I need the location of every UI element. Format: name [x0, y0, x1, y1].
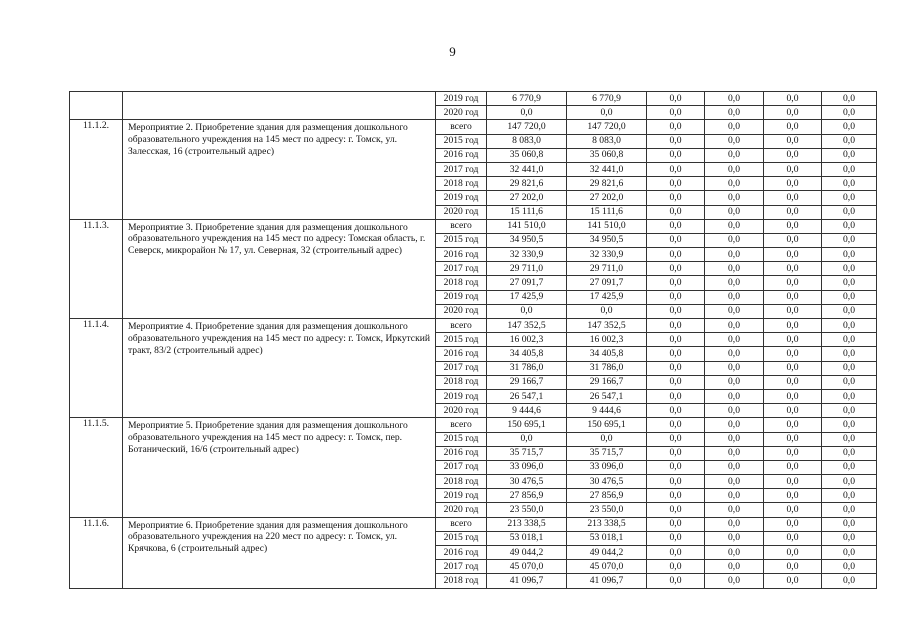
year-cell: 2020 год [436, 503, 487, 517]
amount-cell: 0,0 [822, 347, 877, 361]
amount-cell: 53 018,1 [567, 531, 647, 545]
amount-cell: 27 202,0 [487, 191, 567, 205]
amount-cell: 0,0 [647, 262, 705, 276]
amount-cell: 0,0 [647, 531, 705, 545]
amount-cell: 0,0 [647, 248, 705, 262]
amount-cell: 0,0 [764, 148, 822, 162]
amount-cell: 0,0 [647, 106, 705, 120]
amount-cell: 0,0 [705, 304, 764, 318]
amount-cell: 35 715,7 [567, 446, 647, 460]
amount-cell: 0,0 [822, 219, 877, 233]
year-cell: 2015 год [436, 233, 487, 247]
amount-cell: 0,0 [822, 418, 877, 432]
amount-cell: 0,0 [764, 177, 822, 191]
amount-cell: 0,0 [822, 120, 877, 134]
amount-cell: 0,0 [647, 418, 705, 432]
amount-cell: 6 770,9 [487, 92, 567, 106]
amount-cell: 0,0 [764, 205, 822, 219]
amount-cell: 8 083,0 [567, 134, 647, 148]
amount-cell: 0,0 [647, 347, 705, 361]
amount-cell: 9 444,6 [487, 404, 567, 418]
amount-cell: 29 711,0 [487, 262, 567, 276]
amount-cell: 0,0 [647, 319, 705, 333]
year-cell: 2019 год [436, 191, 487, 205]
measure-code: 11.1.6. [70, 517, 123, 588]
table-row [70, 219, 877, 233]
year-cell: 2017 год [436, 560, 487, 574]
amount-cell: 0,0 [764, 304, 822, 318]
year-cell: 2019 год [436, 290, 487, 304]
amount-cell: 0,0 [822, 389, 877, 403]
table-row [70, 319, 877, 333]
year-cell: 2020 год [436, 404, 487, 418]
amount-cell: 26 547,1 [567, 389, 647, 403]
amount-cell: 0,0 [764, 333, 822, 347]
amount-cell: 45 070,0 [487, 560, 567, 574]
amount-cell: 0,0 [647, 333, 705, 347]
amount-cell: 49 044,2 [487, 546, 567, 560]
amount-cell: 0,0 [705, 262, 764, 276]
amount-cell: 0,0 [764, 361, 822, 375]
amount-cell: 0,0 [822, 162, 877, 176]
amount-cell: 0,0 [764, 106, 822, 120]
measure-code: 11.1.4. [70, 319, 123, 418]
amount-cell: 34 950,5 [567, 233, 647, 247]
amount-cell: 0,0 [764, 531, 822, 545]
amount-cell: 150 695,1 [487, 418, 567, 432]
year-cell: 2015 год [436, 134, 487, 148]
amount-cell: 0,0 [647, 460, 705, 474]
amount-cell: 0,0 [647, 546, 705, 560]
amount-cell: 27 091,7 [567, 276, 647, 290]
amount-cell: 0,0 [764, 219, 822, 233]
amount-cell: 0,0 [822, 319, 877, 333]
amount-cell: 0,0 [647, 560, 705, 574]
amount-cell: 29 166,7 [487, 375, 567, 389]
amount-cell: 29 821,6 [567, 177, 647, 191]
amount-cell: 0,0 [705, 418, 764, 432]
year-cell: всего [436, 418, 487, 432]
amount-cell: 0,0 [822, 460, 877, 474]
amount-cell: 0,0 [705, 531, 764, 545]
amount-cell: 0,0 [705, 290, 764, 304]
measure-description: Мероприятие 5. Приобретение здания для размещения дошкольного образовательного учреждения на 145 мест по адресу: г. Томск, пер. Ботанический, 16/6 (строительный адрес) [123, 418, 436, 517]
amount-cell: 0,0 [647, 304, 705, 318]
amount-cell: 0,0 [487, 106, 567, 120]
measure-description: Мероприятие 3. Приобретение здания для размещения дошкольного образовательного учреждения на 145 мест по адресу: Томская область, г. Северск, микрорайон № 17, ул. Северная, 32 (строительный адрес) [123, 219, 436, 318]
year-cell: всего [436, 120, 487, 134]
page-number: 9 [449, 44, 456, 59]
amount-cell: 0,0 [705, 389, 764, 403]
amount-cell: 27 202,0 [567, 191, 647, 205]
amount-cell: 147 720,0 [567, 120, 647, 134]
year-cell: 2016 год [436, 546, 487, 560]
amount-cell: 0,0 [822, 475, 877, 489]
amount-cell: 0,0 [647, 276, 705, 290]
year-cell: 2017 год [436, 460, 487, 474]
year-cell: 2020 год [436, 106, 487, 120]
amount-cell: 0,0 [705, 404, 764, 418]
amount-cell: 0,0 [705, 361, 764, 375]
amount-cell: 0,0 [822, 432, 877, 446]
amount-cell: 0,0 [822, 248, 877, 262]
year-cell: 2016 год [436, 248, 487, 262]
amount-cell: 147 352,5 [567, 319, 647, 333]
amount-cell: 0,0 [764, 276, 822, 290]
year-cell: 2020 год [436, 304, 487, 318]
amount-cell: 0,0 [705, 517, 764, 531]
amount-cell: 15 111,6 [567, 205, 647, 219]
year-cell: всего [436, 517, 487, 531]
amount-cell: 0,0 [822, 276, 877, 290]
amount-cell: 0,0 [705, 106, 764, 120]
amount-cell: 0,0 [764, 546, 822, 560]
amount-cell: 0,0 [647, 446, 705, 460]
amount-cell: 0,0 [822, 375, 877, 389]
amount-cell: 0,0 [764, 560, 822, 574]
amount-cell: 0,0 [822, 191, 877, 205]
amount-cell: 0,0 [822, 574, 877, 588]
amount-cell: 0,0 [705, 148, 764, 162]
year-cell: 2018 год [436, 574, 487, 588]
amount-cell: 49 044,2 [567, 546, 647, 560]
amount-cell: 0,0 [764, 446, 822, 460]
amount-cell: 32 441,0 [567, 162, 647, 176]
measure-description: Мероприятие 6. Приобретение здания для размещения дошкольного образовательного учреждения на 220 мест по адресу: г. Томск, ул. Крячкова, 6 (строительный адрес) [123, 517, 436, 588]
amount-cell: 0,0 [764, 233, 822, 247]
amount-cell: 35 060,8 [567, 148, 647, 162]
amount-cell: 0,0 [822, 177, 877, 191]
amount-cell: 0,0 [764, 574, 822, 588]
amount-cell: 141 510,0 [567, 219, 647, 233]
amount-cell: 0,0 [567, 304, 647, 318]
year-cell: 2015 год [436, 531, 487, 545]
amount-cell: 26 547,1 [487, 389, 567, 403]
amount-cell: 0,0 [647, 489, 705, 503]
amount-cell: 0,0 [705, 276, 764, 290]
amount-cell: 0,0 [822, 546, 877, 560]
amount-cell: 53 018,1 [487, 531, 567, 545]
amount-cell: 0,0 [822, 361, 877, 375]
year-cell: всего [436, 219, 487, 233]
amount-cell: 15 111,6 [487, 205, 567, 219]
amount-cell: 0,0 [647, 503, 705, 517]
amount-cell: 0,0 [764, 290, 822, 304]
amount-cell: 0,0 [705, 475, 764, 489]
amount-cell: 0,0 [647, 361, 705, 375]
amount-cell: 35 715,7 [487, 446, 567, 460]
amount-cell: 0,0 [822, 106, 877, 120]
amount-cell: 0,0 [764, 262, 822, 276]
amount-cell: 213 338,5 [567, 517, 647, 531]
year-cell: 2019 год [436, 92, 487, 106]
amount-cell: 0,0 [705, 248, 764, 262]
table-body [70, 92, 877, 589]
amount-cell: 35 060,8 [487, 148, 567, 162]
year-cell: всего [436, 319, 487, 333]
year-cell: 2019 год [436, 389, 487, 403]
amount-cell: 0,0 [647, 404, 705, 418]
amount-cell: 0,0 [705, 347, 764, 361]
amount-cell: 17 425,9 [567, 290, 647, 304]
amount-cell: 0,0 [705, 92, 764, 106]
amount-cell: 0,0 [764, 404, 822, 418]
amount-cell: 0,0 [764, 460, 822, 474]
table-row [70, 92, 877, 106]
amount-cell: 0,0 [764, 489, 822, 503]
amount-cell: 0,0 [822, 134, 877, 148]
amount-cell: 34 950,5 [487, 233, 567, 247]
amount-cell: 0,0 [705, 205, 764, 219]
table-row [70, 418, 877, 432]
amount-cell: 0,0 [822, 517, 877, 531]
amount-cell: 16 002,3 [567, 333, 647, 347]
amount-cell: 45 070,0 [567, 560, 647, 574]
amount-cell: 0,0 [822, 503, 877, 517]
amount-cell: 0,0 [822, 92, 877, 106]
amount-cell: 0,0 [647, 219, 705, 233]
amount-cell: 32 330,9 [487, 248, 567, 262]
amount-cell: 0,0 [647, 177, 705, 191]
amount-cell: 33 096,0 [487, 460, 567, 474]
measure-description [123, 92, 436, 120]
amount-cell: 27 091,7 [487, 276, 567, 290]
amount-cell: 0,0 [705, 191, 764, 205]
amount-cell: 0,0 [822, 262, 877, 276]
amount-cell: 0,0 [764, 347, 822, 361]
year-cell: 2016 год [436, 446, 487, 460]
amount-cell: 0,0 [764, 248, 822, 262]
amount-cell: 0,0 [647, 432, 705, 446]
table-row [70, 517, 877, 531]
year-cell: 2019 год [436, 489, 487, 503]
amount-cell: 147 352,5 [487, 319, 567, 333]
amount-cell: 141 510,0 [487, 219, 567, 233]
year-cell: 2018 год [436, 276, 487, 290]
table-row [70, 120, 877, 134]
amount-cell: 147 720,0 [487, 120, 567, 134]
amount-cell: 0,0 [647, 233, 705, 247]
measure-code: 11.1.3. [70, 219, 123, 318]
amount-cell: 34 405,8 [487, 347, 567, 361]
amount-cell: 16 002,3 [487, 333, 567, 347]
amount-cell: 0,0 [764, 319, 822, 333]
amount-cell: 0,0 [647, 290, 705, 304]
amount-cell: 0,0 [705, 446, 764, 460]
amount-cell: 0,0 [647, 375, 705, 389]
measure-code: 11.1.2. [70, 120, 123, 219]
amount-cell: 0,0 [764, 475, 822, 489]
amount-cell: 0,0 [764, 162, 822, 176]
amount-cell: 8 083,0 [487, 134, 567, 148]
amount-cell: 0,0 [705, 233, 764, 247]
amount-cell: 0,0 [705, 162, 764, 176]
amount-cell: 0,0 [705, 177, 764, 191]
amount-cell: 0,0 [764, 134, 822, 148]
budget-table [69, 91, 877, 589]
amount-cell: 0,0 [647, 574, 705, 588]
amount-cell: 0,0 [705, 134, 764, 148]
amount-cell: 6 770,9 [567, 92, 647, 106]
year-cell: 2017 год [436, 262, 487, 276]
year-cell: 2020 год [436, 205, 487, 219]
amount-cell: 0,0 [647, 191, 705, 205]
amount-cell: 0,0 [705, 460, 764, 474]
amount-cell: 0,0 [647, 148, 705, 162]
amount-cell: 32 330,9 [567, 248, 647, 262]
amount-cell: 0,0 [647, 92, 705, 106]
amount-cell: 0,0 [647, 120, 705, 134]
measure-description: Мероприятие 4. Приобретение здания для размещения дошкольного образовательного учреждения на 145 мест по адресу: г. Томск, Иркутский тракт, 83/2 (строительный адрес) [123, 319, 436, 418]
amount-cell: 0,0 [647, 389, 705, 403]
year-cell: 2017 год [436, 162, 487, 176]
amount-cell: 0,0 [764, 389, 822, 403]
amount-cell: 0,0 [822, 233, 877, 247]
amount-cell: 30 476,5 [567, 475, 647, 489]
amount-cell: 29 821,6 [487, 177, 567, 191]
year-cell: 2018 год [436, 177, 487, 191]
amount-cell: 0,0 [822, 205, 877, 219]
amount-cell: 0,0 [705, 503, 764, 517]
amount-cell: 41 096,7 [487, 574, 567, 588]
amount-cell: 0,0 [705, 546, 764, 560]
amount-cell: 0,0 [705, 333, 764, 347]
amount-cell: 0,0 [647, 162, 705, 176]
amount-cell: 0,0 [764, 92, 822, 106]
amount-cell: 30 476,5 [487, 475, 567, 489]
amount-cell: 0,0 [822, 489, 877, 503]
amount-cell: 0,0 [822, 531, 877, 545]
amount-cell: 29 711,0 [567, 262, 647, 276]
amount-cell: 0,0 [647, 517, 705, 531]
amount-cell: 31 786,0 [567, 361, 647, 375]
amount-cell: 0,0 [764, 432, 822, 446]
year-cell: 2017 год [436, 361, 487, 375]
amount-cell: 0,0 [764, 517, 822, 531]
amount-cell: 0,0 [705, 489, 764, 503]
year-cell: 2018 год [436, 475, 487, 489]
amount-cell: 0,0 [764, 120, 822, 134]
amount-cell: 0,0 [764, 375, 822, 389]
amount-cell: 31 786,0 [487, 361, 567, 375]
amount-cell: 0,0 [822, 148, 877, 162]
amount-cell: 0,0 [647, 134, 705, 148]
amount-cell: 34 405,8 [567, 347, 647, 361]
amount-cell: 0,0 [705, 432, 764, 446]
amount-cell: 0,0 [705, 560, 764, 574]
amount-cell: 0,0 [822, 333, 877, 347]
amount-cell: 0,0 [822, 404, 877, 418]
amount-cell: 32 441,0 [487, 162, 567, 176]
amount-cell: 0,0 [822, 446, 877, 460]
year-cell: 2016 год [436, 347, 487, 361]
amount-cell: 33 096,0 [567, 460, 647, 474]
amount-cell: 0,0 [567, 432, 647, 446]
amount-cell: 0,0 [822, 304, 877, 318]
amount-cell: 41 096,7 [567, 574, 647, 588]
amount-cell: 0,0 [487, 304, 567, 318]
amount-cell: 0,0 [822, 560, 877, 574]
amount-cell: 0,0 [705, 219, 764, 233]
measure-description: Мероприятие 2. Приобретение здания для размещения дошкольного образовательного учреждения на 145 мест по адресу: г. Томск, ул. Залесская, 16 (строительный адрес) [123, 120, 436, 219]
amount-cell: 23 550,0 [487, 503, 567, 517]
amount-cell: 0,0 [705, 319, 764, 333]
amount-cell: 29 166,7 [567, 375, 647, 389]
measure-code [70, 92, 123, 120]
amount-cell: 0,0 [705, 574, 764, 588]
measure-code: 11.1.5. [70, 418, 123, 517]
amount-cell: 27 856,9 [567, 489, 647, 503]
amount-cell: 0,0 [822, 290, 877, 304]
amount-cell: 0,0 [764, 503, 822, 517]
amount-cell: 9 444,6 [567, 404, 647, 418]
year-cell: 2015 год [436, 432, 487, 446]
amount-cell: 27 856,9 [487, 489, 567, 503]
amount-cell: 0,0 [487, 432, 567, 446]
amount-cell: 0,0 [705, 375, 764, 389]
year-cell: 2015 год [436, 333, 487, 347]
amount-cell: 0,0 [567, 106, 647, 120]
amount-cell: 150 695,1 [567, 418, 647, 432]
amount-cell: 17 425,9 [487, 290, 567, 304]
amount-cell: 0,0 [764, 418, 822, 432]
amount-cell: 0,0 [764, 191, 822, 205]
amount-cell: 213 338,5 [487, 517, 567, 531]
amount-cell: 23 550,0 [567, 503, 647, 517]
year-cell: 2018 год [436, 375, 487, 389]
amount-cell: 0,0 [705, 120, 764, 134]
year-cell: 2016 год [436, 148, 487, 162]
amount-cell: 0,0 [647, 475, 705, 489]
amount-cell: 0,0 [647, 205, 705, 219]
